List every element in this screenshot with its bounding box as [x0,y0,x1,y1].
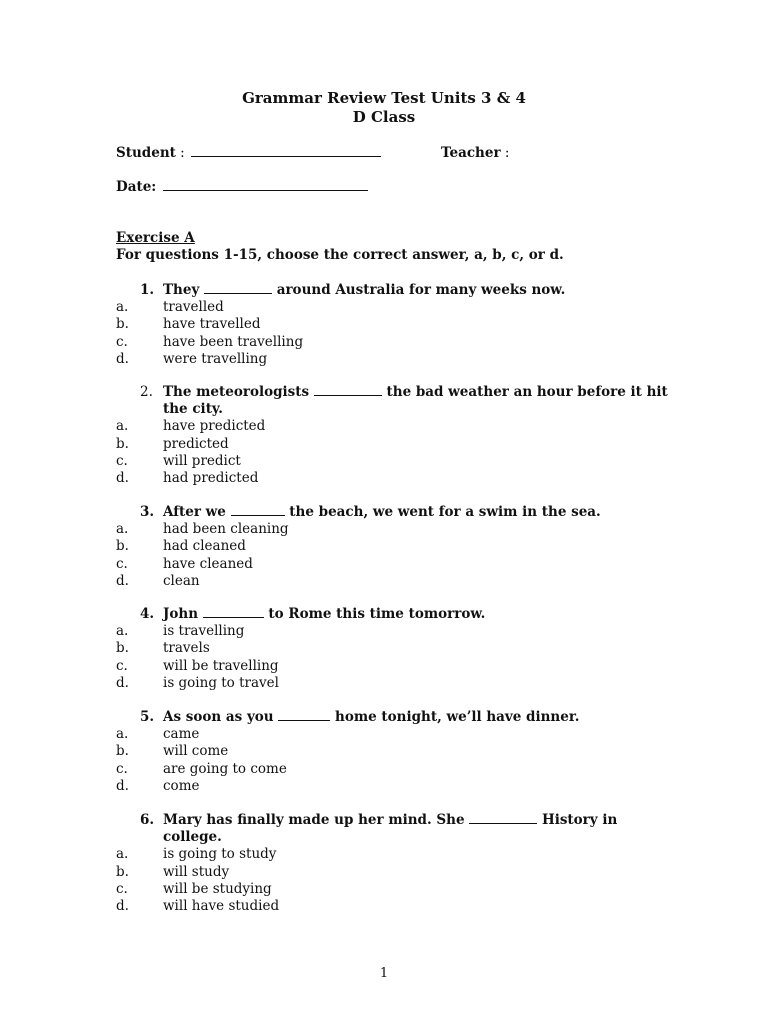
answer-option[interactable] [116,623,676,640]
answer-option[interactable] [116,881,676,898]
option-letter: b. [116,435,129,452]
option-letter: b. [116,538,129,555]
teacher-separator: : [500,145,510,161]
option-text: come [163,777,200,794]
option-letter: d. [116,350,129,367]
option-text: will study [163,863,230,880]
answer-option[interactable] [116,743,676,760]
option-letter: a. [116,299,129,316]
option-text: had cleaned [163,538,246,555]
option-text: have travelled [163,316,261,333]
student-name-line[interactable] [191,155,381,157]
answer-option[interactable] [116,436,676,453]
question-text-after: to Rome this time tomorrow. [263,606,486,622]
answer-option[interactable] [116,418,676,435]
answer-option[interactable] [116,726,676,743]
answer-option[interactable] [116,864,676,881]
exercise-instructions: For questions 1-15, choose the correct answer, a, b, c, or d. [116,247,564,263]
option-letter: d. [116,470,129,487]
answer-option[interactable] [116,453,676,470]
answer-option[interactable] [116,334,676,351]
option-text: are going to come [163,760,287,777]
question-number: 6. [140,812,155,828]
question-text-before: The meteorologists [163,384,314,400]
answer-option[interactable] [116,778,676,795]
student-label: Student [116,145,176,161]
option-text: predicted [163,435,229,452]
page-number: 1 [379,966,389,981]
teacher-label: Teacher [441,145,501,161]
question-stem [116,282,676,299]
option-text: is going to study [163,846,277,863]
option-letter: d. [116,572,129,589]
option-letter: c. [116,333,128,350]
question-text-after: around Australia for many weeks now. [272,282,566,298]
question-stem [116,606,676,623]
question-text-after: the beach, we went for a swim in the sea. [284,504,601,520]
answer-option[interactable] [116,898,676,915]
option-letter: d. [116,898,129,915]
question-stem [116,709,676,726]
answer-blank[interactable] [278,719,330,721]
option-text: travelled [163,299,224,316]
option-text: will come [163,743,229,760]
page-subtitle: D Class [352,108,416,126]
answer-option[interactable] [116,538,676,555]
question-number: 2. [140,384,153,400]
option-text: is travelling [163,623,245,640]
question-number: 4. [140,606,155,622]
answer-option[interactable] [116,556,676,573]
answer-option[interactable] [116,299,676,316]
question-text-after: History in college. [163,812,618,846]
student-separator: : [175,145,185,161]
answer-blank[interactable] [204,292,272,294]
option-text: have predicted [163,418,266,435]
question-3 [116,504,676,590]
option-letter: c. [116,657,128,674]
option-letter: a. [116,623,129,640]
answer-option[interactable] [116,573,676,590]
option-letter: a. [116,418,129,435]
answer-option[interactable] [116,640,676,657]
answer-option[interactable] [116,316,676,333]
question-text-before: They [163,282,204,298]
option-text: had been cleaning [163,521,289,538]
date-line[interactable] [163,189,368,191]
question-stem [116,812,676,846]
option-text: will have studied [163,898,280,915]
question-number: 1. [140,282,155,298]
exercise-heading: Exercise A [116,230,195,246]
question-number: 3. [140,504,155,520]
question-2 [116,384,676,487]
answer-option[interactable] [116,675,676,692]
student-field [116,145,381,161]
option-text: came [163,726,200,743]
answer-option[interactable] [116,658,676,675]
answer-blank[interactable] [203,616,264,618]
option-letter: d. [116,777,129,794]
answer-option[interactable] [116,521,676,538]
option-letter: b. [116,640,129,657]
option-text: will predict [163,452,241,469]
answer-option[interactable] [116,470,676,487]
question-6 [116,812,676,915]
option-text: travels [163,640,210,657]
teacher-field [441,145,509,161]
option-text: had predicted [163,470,259,487]
option-letter: a. [116,521,129,538]
question-number: 5. [140,709,155,725]
option-letter: b. [116,316,129,333]
question-text-after: the bad weather an hour before it hit the city. [163,384,668,418]
question-text-before: Mary has finally made up her mind. She [163,812,470,828]
date-field [116,179,368,195]
question-4 [116,606,676,692]
question-5 [116,709,676,795]
option-text: will be studying [163,880,272,897]
option-text: is going to travel [163,674,279,691]
option-letter: a. [116,846,129,863]
answer-blank[interactable] [469,822,537,824]
option-letter: c. [116,760,128,777]
question-text-after: home tonight, we’ll have dinner. [330,709,580,725]
date-label: Date: [116,179,157,195]
question-1 [116,282,676,368]
option-letter: b. [116,863,129,880]
answer-option[interactable] [116,351,676,368]
option-letter: d. [116,674,129,691]
option-text: clean [163,572,200,589]
option-letter: c. [116,452,128,469]
question-stem [116,384,676,418]
question-text-before: John [163,606,203,622]
question-text-before: After we [163,504,231,520]
option-text: were travelling [163,350,268,367]
answer-option[interactable] [116,761,676,778]
question-text-before: As soon as you [163,709,279,725]
option-text: have cleaned [163,555,253,572]
answer-blank[interactable] [314,394,382,396]
option-letter: c. [116,880,128,897]
option-letter: a. [116,726,129,743]
answer-blank[interactable] [231,514,285,516]
option-text: have been travelling [163,333,304,350]
option-letter: b. [116,743,129,760]
option-text: will be travelling [163,657,279,674]
option-letter: c. [116,555,128,572]
question-stem [116,504,676,521]
answer-option[interactable] [116,846,676,863]
page-title: Grammar Review Test Units 3 & 4 [242,89,526,107]
